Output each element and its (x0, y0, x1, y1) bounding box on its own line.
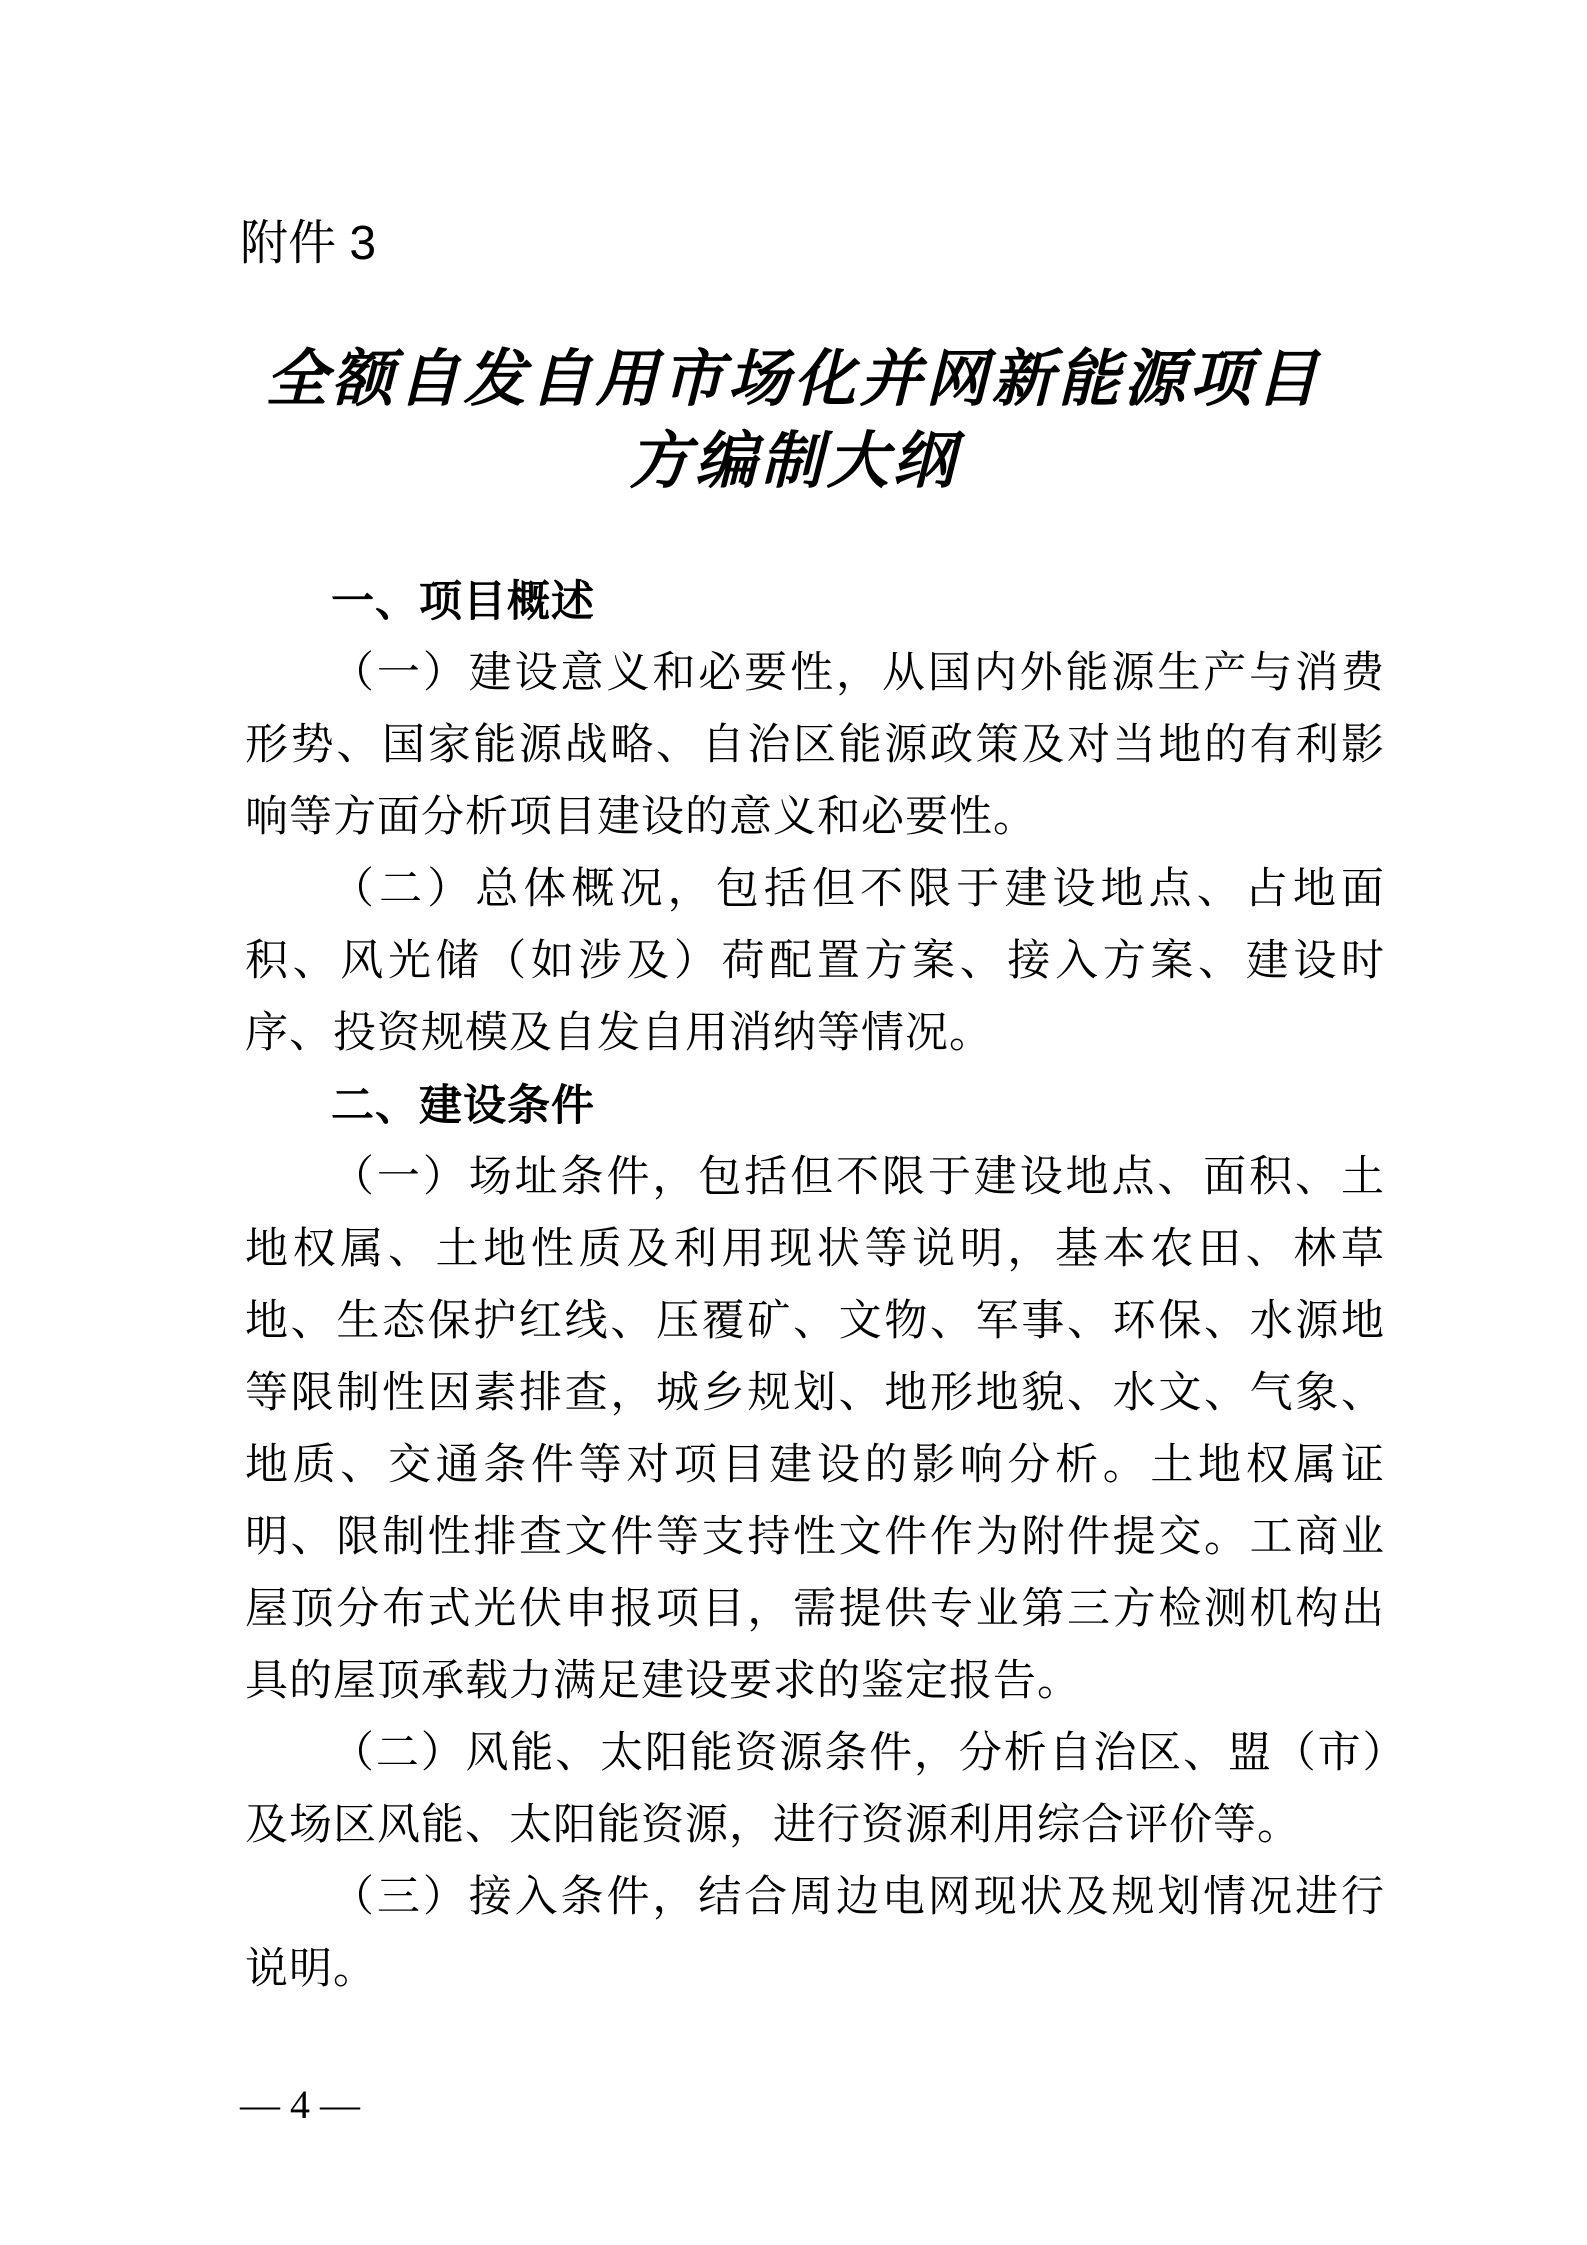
document-body (245, 566, 1385, 2006)
section-heading-construction-conditions: 二、建设条件 (331, 1082, 595, 1130)
paragraph-construction-significance: （一）建设意义和必要性，从国内外能源生产与消费形势、国家能源战略、自治区能源政策及对当地的有利影响等方面分析项目建设的意义和必要性。 (245, 650, 1385, 841)
paragraph-site-conditions: （一）场址条件，包括但不限于建设地点、面积、土地权属、土地性质及利用现状等说明，基本农田、林草地、生态保护红线、压覆矿、文物、军事、环保、水源地等限制性因素排查，城乡规划、地形地貌、水文、气象、地质、交通条件等对项目建设的影响分析。土地权属证明、限制性排查文件等支持性文件作为附件提交。工商业屋顶分布式光伏申报项目，需提供专业第三方检测机构出具的屋顶承载力满足建设要求的鉴定报告。 (245, 1154, 1385, 1705)
page-number: — 4 — (240, 2082, 360, 2127)
document-title (0, 338, 1587, 502)
document-title-line-2: 方编制大纲 (628, 424, 959, 497)
section-heading-project-overview: 一、项目概述 (331, 578, 595, 626)
paragraph-overall-profile: （二）总体概况，包括但不限于建设地点、占地面积、风光储（如涉及）荷配置方案、接入方案、建设时序、投资规模及自发自用消纳等情况。 (245, 866, 1385, 1057)
document-title-line-1: 全额自发自用市场化并网新能源项目 (265, 342, 1322, 415)
paragraph-wind-solar-resources: （二）风能、太阳能资源条件，分析自治区、盟（市）及场区风能、太阳能资源，进行资源利用综合评价等。 (245, 1730, 1385, 1849)
paragraph-grid-connection-conditions: （三）接入条件，结合周边电网现状及规划情况进行说明。 (245, 1874, 1385, 1993)
attachment-label: 附件 3 (240, 217, 377, 270)
